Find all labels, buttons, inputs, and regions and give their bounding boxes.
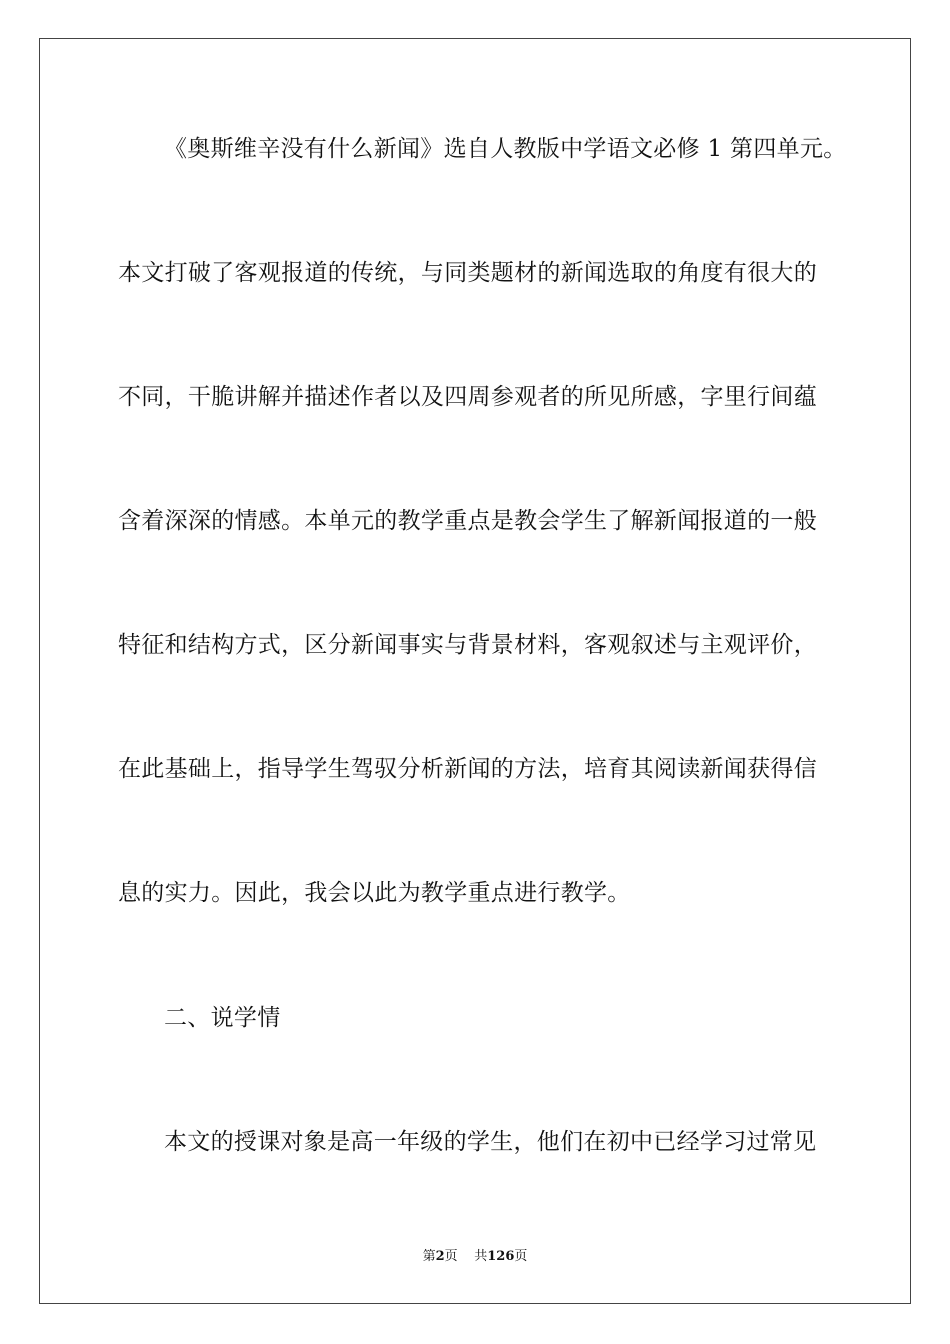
paragraph-line-5: 特征和结构方式，区分新闻事实与背景材料，客观叙述与主观评价， xyxy=(118,632,817,658)
footer-total-suffix: 页 xyxy=(514,1249,528,1264)
footer-total-prefix: 共 xyxy=(474,1249,488,1264)
paragraph-line-4: 含着深深的情感。本单元的教学重点是教会学生了解新闻报道的一般 xyxy=(118,508,817,534)
footer-total-pages: 126 xyxy=(487,1249,515,1264)
footer-page-number: 2 xyxy=(435,1249,445,1264)
paragraph-line-8: 本文的授课对象是高一年级的学生，他们在初中已经学习过常见 xyxy=(164,1129,817,1155)
paragraph-line-6: 在此基础上，指导学生驾驭分析新闻的方法，培育其阅读新闻获得信 xyxy=(118,756,817,782)
page-footer xyxy=(0,1248,950,1266)
paragraph-line-2: 本文打破了客观报道的传统，与同类题材的新闻选取的角度有很大的 xyxy=(118,260,817,286)
footer-page-prefix: 第 xyxy=(422,1249,436,1264)
paragraph-line-3: 不同，干脆讲解并描述作者以及四周参观者的所见所感，字里行间蕴 xyxy=(118,384,817,410)
footer-page-suffix: 页 xyxy=(444,1249,458,1264)
section-heading: 二、说学情 xyxy=(164,1005,281,1031)
paragraph-line-7: 息的实力。因此，我会以此为教学重点进行教学。 xyxy=(118,880,631,906)
paragraph-line-1: 《奥斯维辛没有什么新闻》选自人教版中学语文必修 1 第四单元。 xyxy=(164,136,847,162)
page-frame xyxy=(39,38,911,1304)
